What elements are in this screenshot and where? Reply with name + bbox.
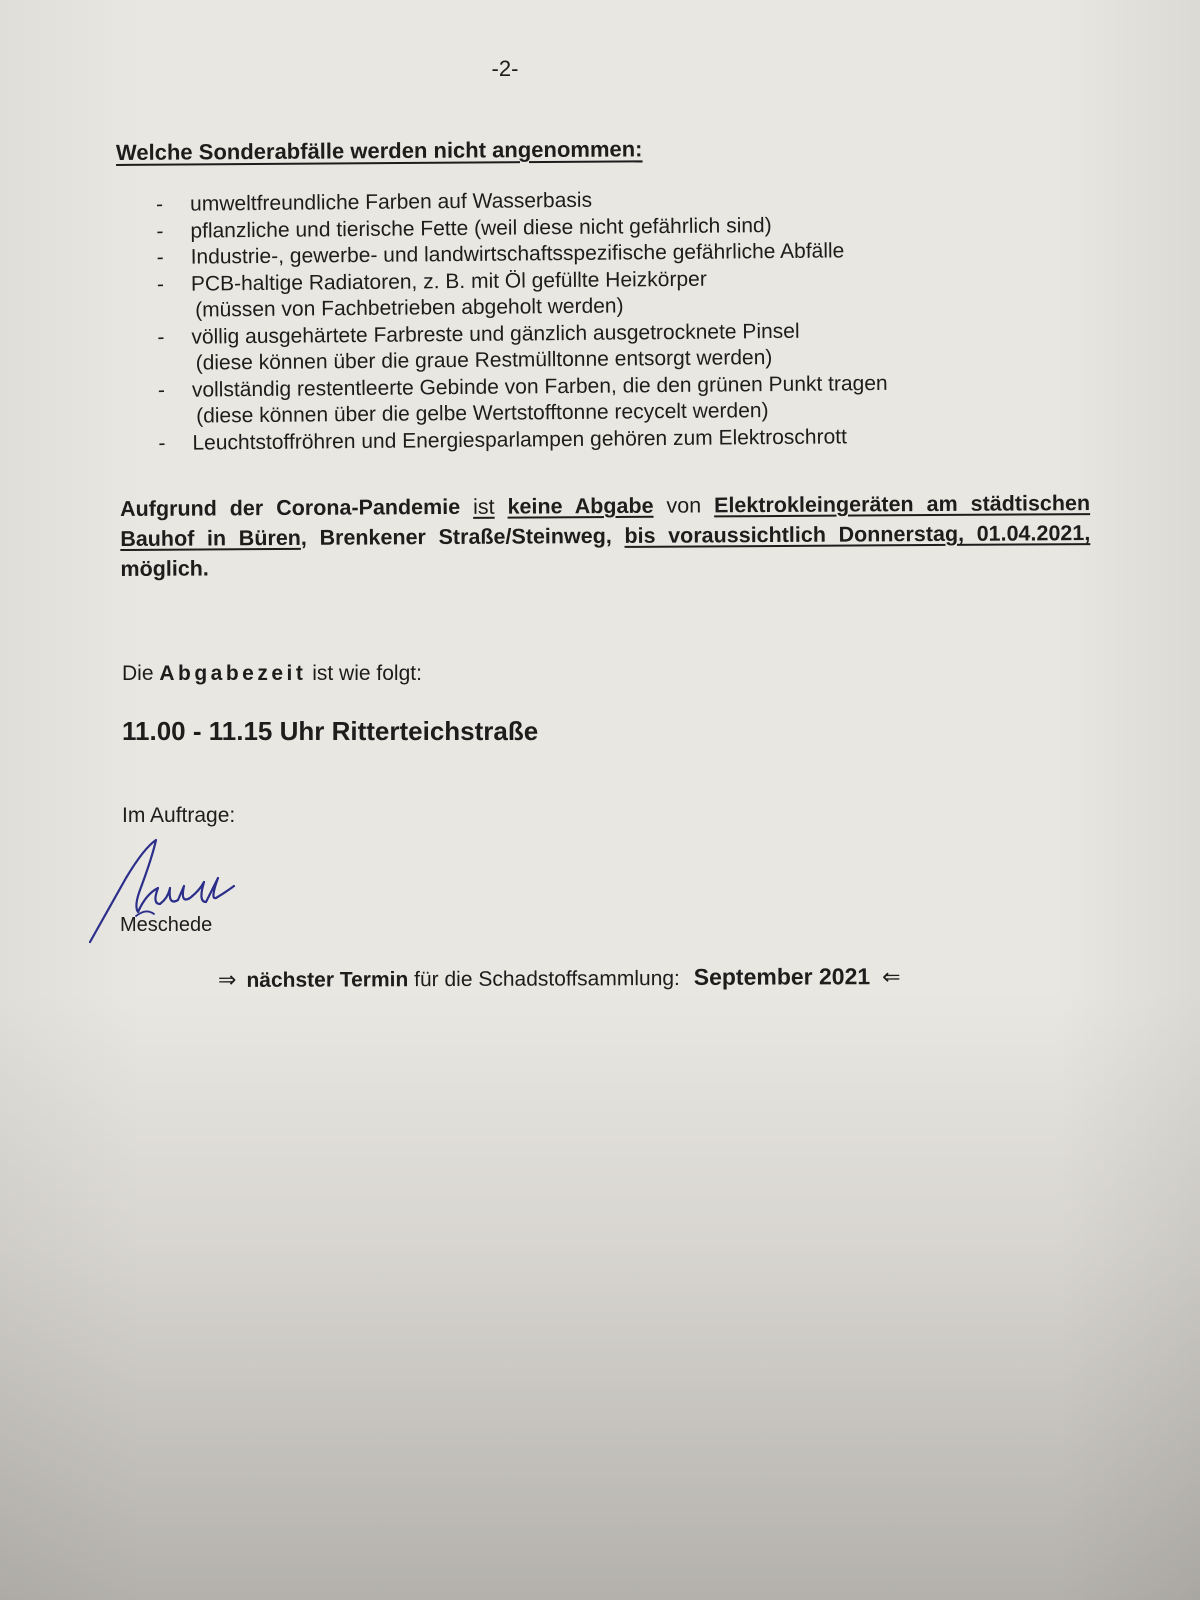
list-item-text: umweltfreundliche Farben auf Wasserbasis — [190, 188, 593, 216]
list-item-text: vollständig restentleerte Gebinde von Farben, die den grünen Punkt tragen — [191, 371, 888, 402]
notice-part: ist — [473, 494, 495, 519]
next-date-label-bold: nächster Termin — [246, 968, 409, 992]
list-item-text: pflanzliche und tierische Fette (weil diese nicht gefährlich sind) — [190, 213, 772, 243]
collection-time: 11.00 - 11.15 Uhr Ritterteichstraße — [122, 716, 539, 746]
list-item-text: Leuchtstoffröhren und Energiesparlampen gehören zum Elektroschrott — [192, 424, 847, 455]
notice-part: von — [666, 493, 702, 518]
list-item — [152, 369, 992, 430]
list-item — [151, 316, 991, 377]
list-item-note: (müssen von Fachbetrieben abgeholt werden) — [195, 294, 624, 322]
list-dash: - — [157, 378, 166, 402]
list-dash: - — [156, 192, 164, 216]
next-date-value: September 2021 — [693, 963, 871, 990]
notice-part: bis voraussichtlich Donnerstag, 01.04.2021, — [624, 521, 1091, 548]
notice-part: Aufgrund der Corona-Pandemie — [120, 494, 461, 521]
next-date-label: für die Schadstoffsammlung: — [414, 966, 680, 992]
time-intro-suffix: ist wie folgt: — [312, 662, 422, 685]
excluded-waste-list — [150, 184, 993, 457]
time-intro-prefix: Die — [122, 662, 154, 685]
list-item-text: PCB-haltige Radiatoren, z. B. mit Öl gefüllte Heizkörper — [190, 267, 707, 296]
list-dash: - — [156, 219, 164, 243]
list-dash: - — [156, 245, 164, 269]
list-dash: - — [158, 431, 166, 455]
list-item-text: völlig ausgehärtete Farbreste und gänzlich ausgetrocknete Pinsel — [191, 319, 800, 349]
list-item-note: (diese können über die graue Restmülltonne entsorgt werden) — [195, 346, 773, 375]
double-arrow-left-icon: ⇐ — [882, 964, 901, 990]
list-dash: - — [157, 325, 165, 349]
list-item — [151, 263, 991, 324]
list-item-note: (diese können über die gelbe Wertstofftonne recycelt werden) — [196, 399, 769, 428]
page-number: -2- — [491, 56, 519, 81]
time-intro — [122, 662, 422, 686]
double-arrow-right-icon: ⇒ — [217, 966, 237, 992]
next-collection-date — [218, 963, 901, 993]
notice-part: möglich. — [120, 556, 209, 581]
on-behalf-label: Im Auftrage: — [122, 804, 236, 827]
list-item-text: Industrie-, gewerbe- und landwirtschaftsspezifische gefährliche Abfälle — [190, 239, 845, 269]
list-dash: - — [156, 272, 164, 296]
notice-part: Elektrokleingeräten am städtischen Bauhof in Büren — [120, 491, 1091, 551]
time-intro-label: Abgabezeit — [159, 662, 307, 685]
signer-name: Meschede — [120, 914, 213, 936]
notice-part: keine Abgabe — [507, 493, 654, 519]
section-heading: Welche Sonderabfälle werden nicht angenommen: — [115, 136, 643, 165]
notice-part: , Brenkener Straße/Steinweg, — [300, 523, 612, 550]
corona-notice — [120, 488, 1091, 584]
